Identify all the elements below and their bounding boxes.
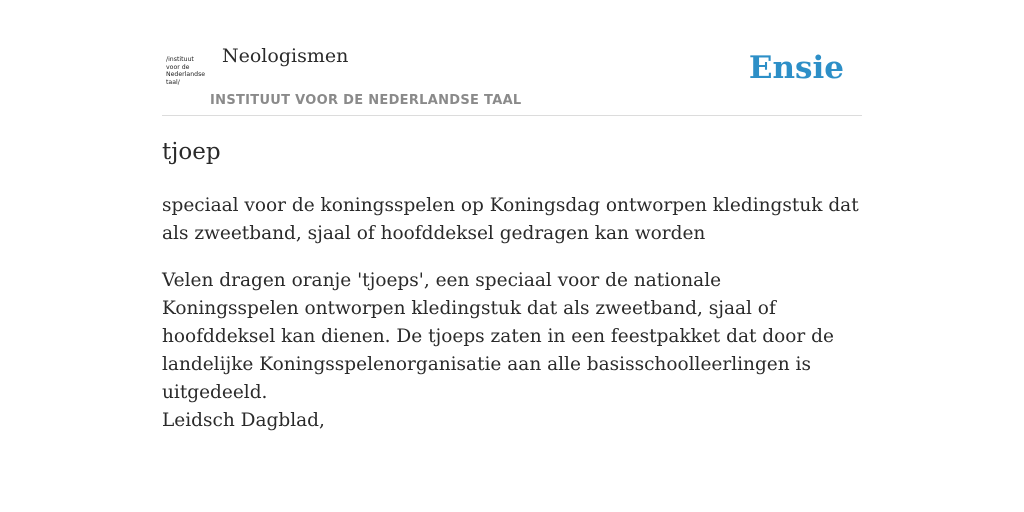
logo-line: Nederlandse [166, 71, 206, 79]
site-name-link[interactable]: Neologismen [222, 45, 349, 67]
entry-headword: tjoep [162, 139, 221, 165]
logo-line: voor de [166, 63, 190, 71]
ivdnt-logo[interactable] [166, 56, 206, 90]
entry-quote-block [162, 267, 862, 435]
entry-quote: Velen dragen oranje 'tjoeps', een speciaal voor de nationale Koningsspelen ontworpen kledingstuk dat als zweetband, sjaal of hoofddeksel kan dienen. De tjoeps zaten in een feestpakket dat door de landelijke Koningsspelenorganisatie aan alle basisschoolleerlingen is uitgedeeld. [162, 270, 834, 403]
entry-definition: speciaal voor de koningsspelen op Koningsdag ontworpen kledingstuk dat als zweetband, sjaal of hoofddeksel gedragen kan worden [162, 195, 859, 244]
entry-source: Leidsch Dagblad, [162, 410, 325, 431]
logo-line: /instituut [166, 56, 194, 63]
site-header [162, 40, 862, 116]
organization-name: INSTITUUT VOOR DE NEDERLANDSE TAAL [210, 93, 522, 108]
logo-line: taal/ [166, 78, 180, 86]
ensie-brand-logo[interactable]: Ensie [748, 50, 844, 86]
